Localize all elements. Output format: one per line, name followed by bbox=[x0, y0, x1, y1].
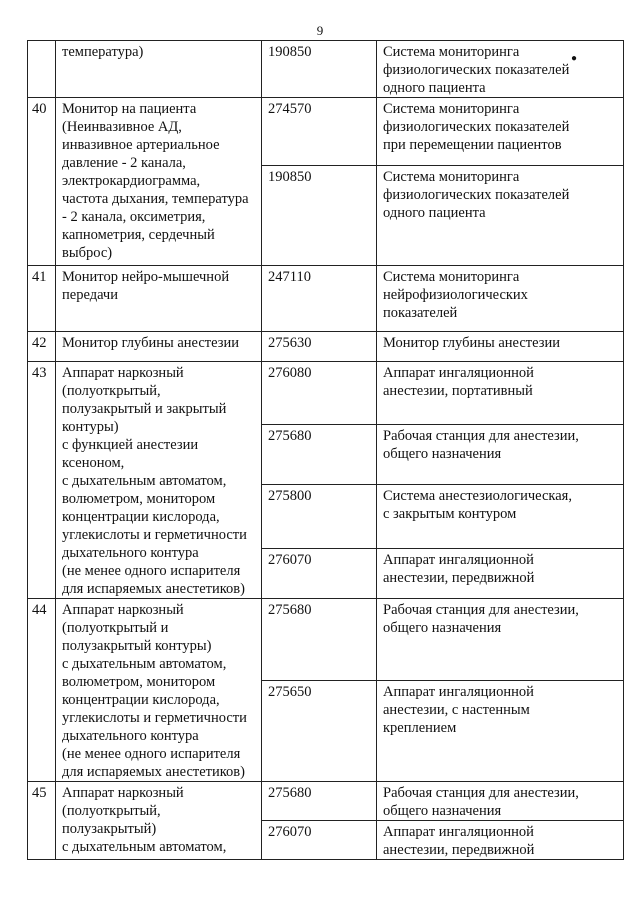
description-cell: Система мониторинга нейрофизиологических показателей bbox=[377, 266, 624, 332]
row-number: 40 bbox=[28, 98, 56, 266]
code-cell: 275680 bbox=[262, 599, 377, 681]
scan-mark: ● bbox=[571, 53, 578, 64]
equipment-name: температура) bbox=[56, 41, 262, 98]
description-cell: Рабочая станция для анестезии, общего назначения bbox=[377, 599, 624, 681]
row-number: 45 bbox=[28, 782, 56, 860]
page-number: 9 bbox=[316, 23, 324, 38]
row-number bbox=[28, 41, 56, 98]
description-cell: Монитор глубины анестезии bbox=[377, 332, 624, 362]
table-row bbox=[28, 782, 624, 821]
row-number: 42 bbox=[28, 332, 56, 362]
row-number: 43 bbox=[28, 362, 56, 599]
equipment-table bbox=[27, 40, 624, 860]
code-cell: 275680 bbox=[262, 424, 377, 484]
description-cell: Система мониторинга физиологических показателей одного пациента bbox=[377, 166, 624, 266]
code-cell: 276070 bbox=[262, 821, 377, 860]
code-cell: 247110 bbox=[262, 266, 377, 332]
description-cell: Аппарат ингаляционной анестезии, с настенным креплением bbox=[377, 681, 624, 782]
code-cell: 276080 bbox=[262, 362, 377, 425]
row-number: 41 bbox=[28, 266, 56, 332]
description-cell: Аппарат ингаляционной анестезии, передвижной bbox=[377, 821, 624, 860]
equipment-name: Аппарат наркозный (полуоткрытый, полузакрытый и закрытый контуры) с функцией анестезии ксеноном, с дыхательным автоматом, волюметром, монитором концентрации кислорода, углекислоты и герметичности дыхательного контура (не менее одного испарителя для испаряемых анестетиков) bbox=[56, 362, 262, 599]
table-row bbox=[28, 332, 624, 362]
code-cell: 275650 bbox=[262, 681, 377, 782]
description-cell: Аппарат ингаляционной анестезии, передвижной bbox=[377, 548, 624, 598]
code-cell: 190850 bbox=[262, 41, 377, 98]
table-row bbox=[28, 98, 624, 166]
equipment-name: Аппарат наркозный (полуоткрытый, полузакрытый) с дыхательным автоматом, bbox=[56, 782, 262, 860]
description-cell: Система анестезиологическая, с закрытым контуром bbox=[377, 484, 624, 548]
description-cell: Система мониторинга физиологических показателей при перемещении пациентов bbox=[377, 98, 624, 166]
table-row bbox=[28, 599, 624, 681]
table-row bbox=[28, 266, 624, 332]
row-number: 44 bbox=[28, 599, 56, 782]
code-cell: 275680 bbox=[262, 782, 377, 821]
equipment-name: Монитор нейро-мышечной передачи bbox=[56, 266, 262, 332]
description-cell: Система мониторинга физиологических показателей одного пациента bbox=[377, 41, 624, 98]
description-cell: Рабочая станция для анестезии, общего назначения bbox=[377, 782, 624, 821]
code-cell: 275800 bbox=[262, 484, 377, 548]
table-row bbox=[28, 362, 624, 425]
table-row bbox=[28, 41, 624, 98]
code-cell: 276070 bbox=[262, 548, 377, 598]
code-cell: 275630 bbox=[262, 332, 377, 362]
equipment-name: Монитор на пациента (Неинвазивное АД, инвазивное артериальное давление - 2 канала, электрокардиограмма, частота дыхания, температура - 2 канала, оксиметрия, капнометрия, сердечный выброс) bbox=[56, 98, 262, 266]
equipment-name: Аппарат наркозный (полуоткрытый и полузакрытый контуры) с дыхательным автоматом, волюметром, монитором концентрации кислорода, углекислоты и герметичности дыхательного контура (не менее одного испарителя для испаряемых анестетиков) bbox=[56, 599, 262, 782]
equipment-name: Монитор глубины анестезии bbox=[56, 332, 262, 362]
code-cell: 274570 bbox=[262, 98, 377, 166]
description-cell: Аппарат ингаляционной анестезии, портативный bbox=[377, 362, 624, 425]
description-cell: Рабочая станция для анестезии, общего назначения bbox=[377, 424, 624, 484]
code-cell: 190850 bbox=[262, 166, 377, 266]
